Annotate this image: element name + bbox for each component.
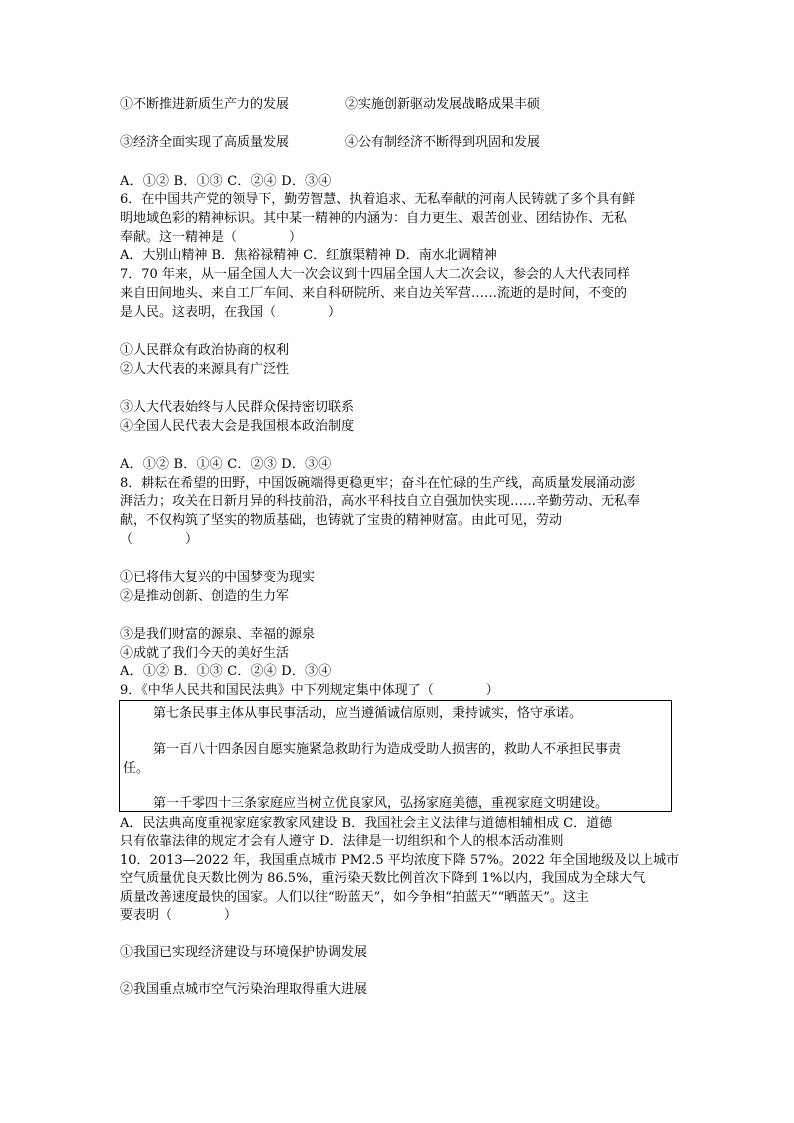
- q7-stem-line-1: 7．70 年来，从一届全国人大一次会议到十四届全国人大二次会议，参会的人大代表同样: [120, 267, 630, 282]
- q5-option-1: ①不断推进新质生产力的发展: [120, 97, 290, 112]
- q9-choices-line-2: 只有依靠法律的规定才会有人遵守 D．法律是一切组织和个人的根本活动准则: [120, 834, 564, 849]
- q8-option-4: ④成就了我们今天的美好生活: [120, 646, 290, 661]
- q6-stem-line-1: 6．在中国共产党的领导下，勤劳智慧、执着追求、无私奉献的河南人民铸就了多个具有鲜: [120, 192, 636, 207]
- q6-choices: A．大别山精神 B．焦裕禄精神 C．红旗渠精神 D．南水北调精神: [120, 248, 497, 263]
- q8-choices: A．①② B．①③ C．②④ D．③④: [120, 664, 332, 679]
- q9-quote-box: [119, 700, 672, 812]
- q5-option-2: ②实施创新驱动发展战略成果丰硕: [345, 97, 541, 112]
- q9-quote-line-1: 第七条民事主体从事民事活动，应当遵循诚信原则，秉持诚实，恪守承诺。: [153, 706, 583, 721]
- q7-option-1: ①人民群众有政治协商的权利: [120, 343, 290, 358]
- q7-option-3: ③人大代表始终与人民群众保持密切联系: [120, 400, 355, 415]
- q6-stem-line-2: 明地域色彩的精神标识。其中某一精神的内涵为：自力更生、艰苦创业、团结协作、无私: [120, 211, 628, 226]
- q10-stem-line-4: 要表明（ ）: [120, 908, 238, 923]
- q8-option-3: ③是我们财富的源泉、幸福的源泉: [120, 627, 316, 642]
- q10-option-1: ①我国已实现经济建设与环境保护协调发展: [120, 945, 368, 960]
- q5-option-row-1: [120, 95, 541, 114]
- q7-stem-line-2: 来自田间地头、来自工厂车间、来自科研院所、来自边关军营……流逝的是时间，不变的: [120, 286, 628, 301]
- q5-option-3: ③经济全面实现了高质量发展: [120, 135, 290, 150]
- q5-option-row-2: [120, 133, 541, 152]
- q7-option-4: ④全国人民代表大会是我国根本政治制度: [120, 419, 355, 434]
- q10-stem-line-3: 质量改善速度最快的国家。人们以往“盼蓝天”，如今争相“拍蓝天”“晒蓝天”。这主: [120, 890, 589, 905]
- q7-option-2: ②人大代表的来源具有广泛性: [120, 362, 290, 377]
- q9-stem: 9．《中华人民共和国民法典》中下列规定集中体现了（ ）: [120, 683, 499, 698]
- q10-stem-line-1: 10．2013—2022 年，我国重点城市 PM2.5 平均浓度下降 57%。2022 年全国地级及以上城市: [120, 853, 680, 868]
- q8-stem-line-2: 湃活力；攻关在日新月异的科技前沿，高水平科技自立自强加快实现……辛勤劳动、无私奉: [120, 494, 641, 509]
- q8-stem-line-1: 8．耕耘在希望的田野，中国饭碗端得更稳更牢；奋斗在忙碌的生产线，高质量发展涌动澎: [120, 476, 636, 491]
- q6-stem-line-3: 奉献。这一精神是（ ）: [120, 230, 303, 245]
- q5-choices: A．①② B．①③ C．②④ D．③④: [120, 174, 332, 189]
- q9-quote-line-3: 第一千零四十三条家庭应当树立优良家风，弘扬家庭美德，重视家庭文明建设。: [153, 796, 609, 811]
- q8-stem-line-4: （ ）: [120, 532, 199, 547]
- q5-option-4: ④公有制经济不断得到巩固和发展: [345, 135, 541, 150]
- q7-stem-line-3: 是人民。这表明，在我国（ ）: [120, 305, 342, 320]
- q8-stem-line-3: 献，不仅构筑了坚实的物质基础，也铸就了宝贵的精神财富。由此可见，劳动: [120, 513, 563, 528]
- q10-stem-line-2: 空气质量优良天数比例为 86.5%，重污染天数比例首次下降到 1%以内，我国成为全球大气: [120, 871, 646, 886]
- q9-quote-line-2b: 任。: [123, 761, 150, 776]
- q9-quote-line-2a: 第一百八十四条因自愿实施紧急救助行为造成受助人损害的，救助人不承担民事责: [153, 742, 622, 757]
- q10-option-2: ②我国重点城市空气污染治理取得重大进展: [120, 982, 368, 997]
- q9-choices-line-1: A．民法典高度重视家庭家教家风建设 B．我国社会主义法律与道德相辅相成 C．道德: [120, 816, 613, 831]
- q8-option-1: ①已将伟大复兴的中国梦变为现实: [120, 570, 316, 585]
- q7-choices: A．①② B．①④ C．②③ D．③④: [120, 457, 332, 472]
- q8-option-2: ②是推动创新、创造的生力军: [120, 589, 290, 604]
